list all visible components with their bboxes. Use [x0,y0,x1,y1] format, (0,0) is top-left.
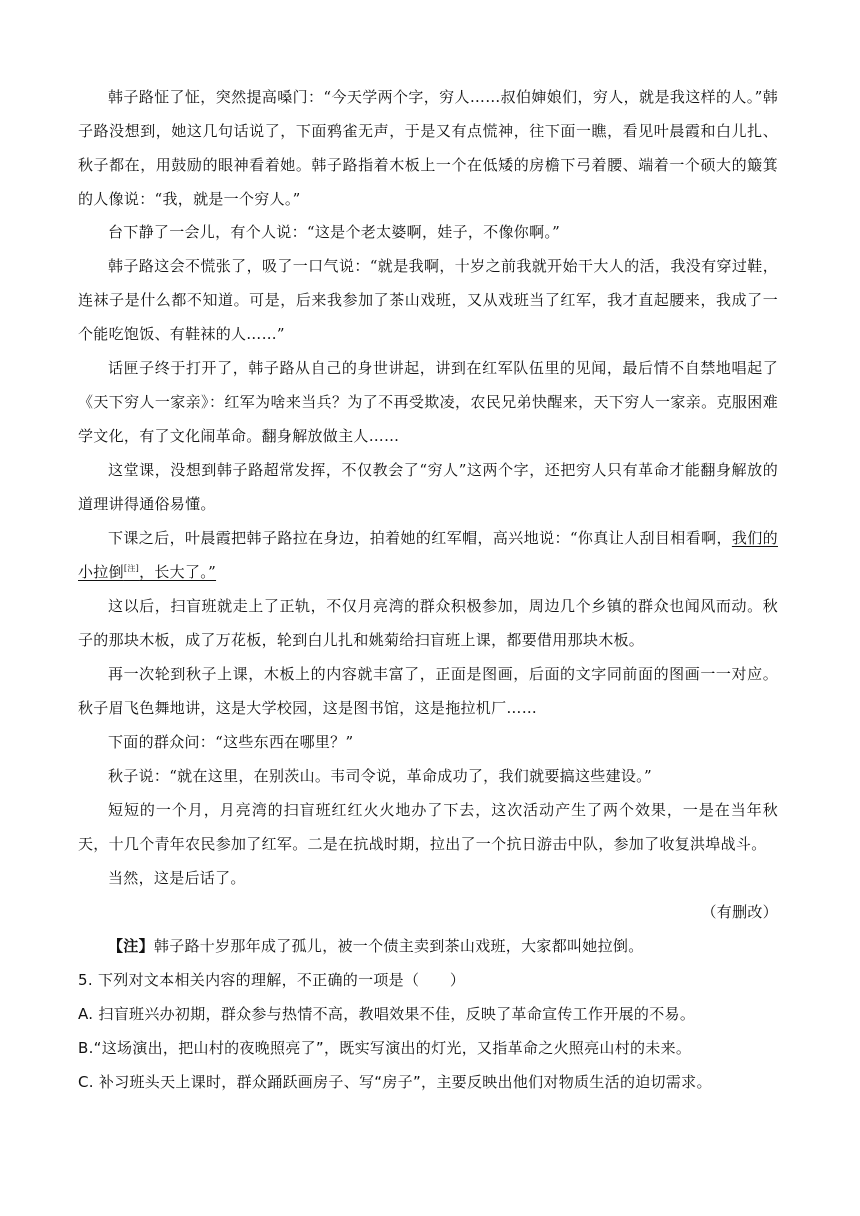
passage-paragraph-10: 秋子说：“就在这里，在别茨山。韦司令说，革命成功了，我们就要搞这些建设。” [108,767,652,785]
passage-paragraph-2: 台下静了一会儿，有个人说：“这是个老太婆啊，娃子，不像你啊。” [108,223,561,241]
passage-paragraph-9: 下面的群众问：“这些东西在哪里？” [108,733,354,751]
passage-paragraph-3: 韩子路这会不慌张了，吸了一口气说：“就是我啊，十岁之前我就开始干大人的活，我没有穿过鞋，连袜子是什么都不知道。可是，后来我参加了茶山戏班，又从戏班当了红军，我才直起腰来，我成了一个能吃饱饭、有鞋袜的人……” [78,257,778,343]
passage-paragraph-12: 当然，这是后话了。 [108,869,246,887]
passage-paragraph-8: 再一次轮到秋子上课，木板上的内容就丰富了，正面是图画，后面的文字同前面的图画一一对应。秋子眉飞色舞地讲，这是大学校园，这是图书馆，这是拖拉机厂…… [78,665,778,717]
paragraph-6-text: 下课之后，叶晨霞把韩子路拉在身边，拍着她的红军帽，高兴地说：“你真让人刮目相看啊， [108,529,732,547]
passage-paragraph-4: 话匣子终于打开了，韩子路从自己的身世讲起，讲到在红军队伍里的见闻，最后情不自禁地唱起了《天下穷人一家亲》：红军为啥来当兵？为了不再受欺凌，农民兄弟快醒来，天下穷人一家亲。克服困难学文化，有了文化闹革命。翻身解放做主人…… [78,359,778,445]
passage-paragraph-7: 这以后，扫盲班就走上了正轨，不仅月亮湾的群众积极参加，周边几个乡镇的群众也闻风而动。秋子的那块木板，成了万花板，轮到白儿扎和姚菊给扫盲班上课，都要借用那块木板。 [78,597,778,649]
passage-paragraph-11: 短短的一个月，月亮湾的扫盲班红红火火地办了下去，这次活动产生了两个效果，一是在当年秋天，十几个青年农民参加了红军。二是在抗战时期，拉出了一个抗日游击中队，参加了收复洪埠战斗。 [78,801,778,853]
passage-paragraph-6 [78,521,778,589]
source-note: （有删改） [701,903,778,921]
footnote-mark: 【注】 [108,937,154,955]
passage-paragraph-1: 韩子路怔了怔，突然提高嗓门：“今天学两个字，穷人……叔伯婶娘们，穷人，就是我这样的人。”韩子路没想到，她这几句话说了，下面鸦雀无声，于是又有点慌神，往下面一瞧，看见叶晨霞和白儿扎、秋子都在，用鼓励的眼神看着她。韩子路指着木板上一个在低矮的房檐下弓着腰、端着一个硕大的簸箕的人像说：“我，就是一个穷人。” [78,88,778,208]
underlined-text-1: 我们的小拉倒 [78,529,778,581]
note-reference: [注] [123,564,140,573]
question-stem: 5. 下列对文本相关内容的理解，不正确的一项是（ ） [78,971,466,989]
passage-paragraph-5: 这堂课，没想到韩子路超常发挥，不仅教会了“穷人”这两个字，还把穷人只有革命才能翻身解放的道理讲得通俗易懂。 [78,461,778,513]
option-c: C. 补习班头天上课时，群众踊跃画房子、写“房子”，主要反映出他们对物质生活的迫切需求。 [78,1073,712,1091]
underlined-text-2: ，长大了。” [139,563,217,581]
option-a: A. 扫盲班兴办初期，群众参与热情不高，教唱效果不佳，反映了革命宣传工作开展的不易。 [78,1005,696,1023]
option-b: B.“这场演出，把山村的夜晚照亮了”，既实写演出的灯光，又指革命之火照亮山村的未来。 [78,1039,692,1057]
footnote [78,929,778,963]
footnote-text: 韩子路十岁那年成了孤儿，被一个债主卖到茶山戏班，大家都叫她拉倒。 [153,937,644,955]
